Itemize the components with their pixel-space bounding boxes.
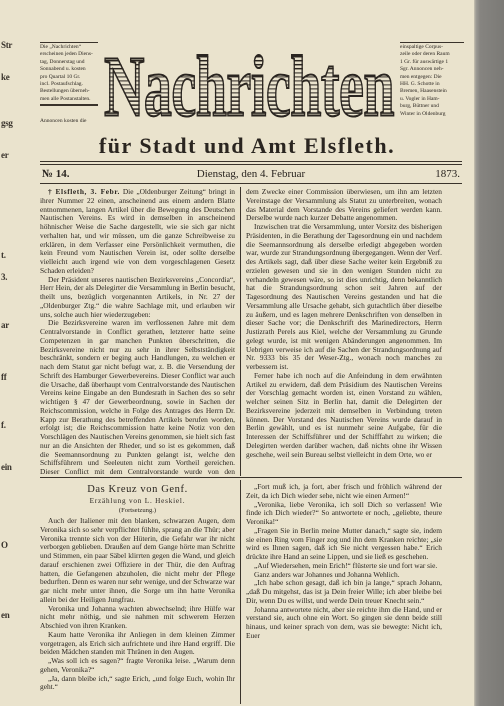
issue-line-rule (40, 183, 462, 184)
news-paragraph (40, 188, 235, 276)
advert-info-line: Winter in Oldenburg (400, 110, 446, 117)
page-edge-shadow (474, 0, 504, 706)
paragraph-text: Die „Oldenburger Zeitung“ bringt in ihrer Nummer 22 einen, anscheinend aus einem andern Blatte entnommenen, langen Artikel über die Bewegung des Deutschen Nautischen Vereins. Es wird in demselben in anscheinend höhnischer Weise die Sache dargestellt, wie sie sich gar nicht verhalten hat, und wir müssen, um die ganze Schreibweise zu erklären, in dem Verfasser eine Persönlichkeit vermuthen, die kein Freund vom Nautischen Verein ist, oder sollte derselbe vielleicht auch irgend wie von dem vorgeschlagenen Gesetz Schaden erleiden? (40, 188, 235, 275)
news-paragraph: Inzwischen trat die Versammlung, unter Vorsitz des bisherigen Präsidenten, in die Berathung der Tagesordnung ein und nachdem die Seemannsordnung als derselbe erledigt abgegeben worden war, wurde zur Strandungsordnung übergegangen. Wenn der Verf. des Artikels sagt, daß über diese Sache weiter kein Ergebniß zu erzielen gewesen und sie in den wenigen Stunden nicht zu verhandeln gewesen wäre, so ist dies unrichtig, denn bekanntlich hat die Strandungsordnung schon seit Jahren auf der Tagesordnung des Nautischen Vereins gestanden und hat die Versammlung alle Ursache gehabt, sich gutachtlich über dieselbe zu äußern, und es lagen mehrere Denkschriften von denselben in dieser Sache vor; die Denkschrift des Marinedirectors, Herrn Justizrath Perels aus Kiel, welche der Versammlung zu Grunde gelegt wurde, ist mit wenigen Abänderungen angenommen. Im Uebrigen verweise ich auf die Sachen der Strandungsordnung auf Nr. 9333 bis 35 der Weser-Ztg., wonach noch manches zu verbessern ist. (246, 222, 442, 371)
issue-line (40, 167, 462, 182)
margin-fragment: f. (1, 420, 6, 430)
story-title: Das Kreuz von Genf. (87, 484, 188, 495)
news-paragraph: Die Bezirksvereine waren im verflossenen Jahre mit dem Centralvorstande in Conflict gerathen, letzterer hatte seine Competenzen in gar manchen Punkten überschritten, die Bezirksvereine nicht nur zu sehr in ihrer Selbstständigkeit beschränkt, sondern er beging auch Handlungen, zu welchen er nach dem Statut gar nicht befugt war, z. B. die Versendung der Schrift des Hamburger Gewerbevereins. Dieser Conflict war auch die Ursache, daß überhaupt vom Centralvorstande des Nautischen Vereins keine Eingabe an den Bundesrath in Sachen des so sehr wichtigen § 47 der Gewerbeordnung, sowie in Sachen der Reichscommission, welche in Folge des Antrages des Herrn Dr. Kapp zur Berathung des betreffenden Artikels berufen worden, erfolgt ist; die Reichscommission hatte keine Notiz von den Vorschlägen des Nautischen Vereins genommen, sie hielt sich fast nur an die Ansichten der Rheder, und so ist es gekommen, daß die Seemannsordnung zu Punkten gelangt ist, welche den Schiffsführern und Seeleuten nicht zum Vortheil gereichen. Dieser Conflict mit dem Centralvorstande wurde von den (40, 318, 235, 476)
subscription-info-line: incl. Postaufschlag. (40, 81, 83, 88)
subscription-info-line: Bestellungen überneh- (40, 88, 90, 95)
margin-fragment: ke (1, 72, 10, 82)
advert-info-line: burg, Büttner und (400, 103, 439, 110)
dateline: Elsfleth, 3. Febr. (55, 188, 120, 196)
advert-info-line: 1 Gr. für auswärtige 1 (400, 58, 449, 65)
story-continued-note: (Fortsetzung.) (118, 507, 157, 514)
margin-fragment: ein (1, 462, 12, 472)
section-separator-rule (40, 477, 462, 478)
advert-info-line: HH. G. Schotte in (400, 81, 440, 88)
margin-fragment: t. (1, 250, 6, 260)
advert-price-note: Annoncen kosten die (40, 118, 87, 124)
margin-fragment: O (1, 540, 8, 550)
story-byline: Erzählung von L. Heskiel. (89, 497, 186, 505)
advert-info-box (400, 42, 464, 122)
subscription-info-line: erscheinen jeden Diens- (40, 51, 93, 58)
margin-fragment: 3. (1, 272, 8, 282)
news-paragraph: Ferner habe ich noch auf die Anfeindung in dem erwähnten Artikel zu erwidern, daß dem Präsidium des Nautischen Vereins der Vorschlag gemacht worden ist, einen Vorstand zu wählen, welcher seinen Sitz in Berlin hat, damit die Delegirten der Bezirksvereine jederzeit mit demselben in Verbindung treten können. Der Vorstand des Nautischen Vereins wurde darauf in Berlin gewählt, und es ist nunmehr seine Aufgabe, für die Interessen der Schiffsführer und der Schifffahrt zu wirken; die Delegirten werden darüber wachen, daß nichts ohne ihr Wissen geschehe, weil sein Bureau selbst vielleicht in dem Orte, wo er (246, 370, 442, 459)
margin-fragment: er (1, 150, 9, 160)
adjacent-page-margin (0, 0, 27, 706)
margin-fragment: gsg (1, 118, 13, 128)
feuilleton-column-right (246, 483, 442, 704)
newspaper-title (100, 39, 398, 136)
subscription-info-box (40, 42, 98, 106)
story-paragraph: „Ja, dann bleibe ich,“ sagte Erich, „und folge Euch, wohin Ihr geht.“ (40, 673, 235, 692)
newspaper-title-text: Nachrichten (103, 39, 394, 136)
margin-fragment: ff (1, 372, 7, 382)
subscription-info-line: Die „Nachrichten“ (40, 44, 82, 50)
subscription-info-line: pro Quartal 10 Gr. (40, 73, 81, 80)
news-column-right (246, 188, 442, 476)
news-paragraph: dem Zwecke einer Commission überwiesen, um ihn am letzten Vereinstage der Versammlung als Statut zu unterbreiten, wonach das Material dem Vorstande des Vereins geliefert werden kann. Derselbe wurde nach kurzer Debatte angenommen. (246, 188, 442, 223)
advert-info-line: men entgegen: Die (400, 73, 442, 80)
story-paragraph: Auch der Italiener mit den blanken, schwarzen Augen, dem Veronika sich so sehr verpflichtet fühlte, sprang an die Thür; aber Veronika trennte sich von der Hüterin, die Gefahr war ihr nicht verborgen geblieben. Draußen auf dem Gange hörte man Schritte und Stimmen, ein paar Säbel klirrten gegen die Wand, und gleich darauf erschienen zwei Offiziere in der Thür, die den Auftrag hatten, die Gefangenen abzuholen, die nicht mehr der Pflege bedurften. Denn es waren nur sehr wenige, und der Schwarze war gar nicht mehr unter ihnen, die Sorge um ihn hatte Veronika allein bei der Heiligen Jungfrau. (40, 516, 235, 604)
story-paragraph: „Fort muß ich, ja fort, aber frisch und fröhlich während der Zeit, da ich Dich wieder sehe, nicht wie einen Armen!“ (246, 483, 442, 500)
story-paragraph: „Veronika, liebe Veronika, ich soll Dich so verlassen! Wie finde ich Dich wieder?“ So antwortete er noch, „geliebte, theure Veronika!“ (246, 499, 442, 526)
subscription-info-line: men alle Postanstalten. (40, 95, 91, 102)
margin-fragment: Str (1, 40, 13, 50)
story-paragraph: „Ich habe schon gesagt, daß ich bin ja lange,“ sprach Johann, „daß Du mitgehst, das ist ja Dein freier Wille; ich aber bleibe bei Dir, wenn Du es willst, und werde Dein treuer Knecht sein.“ (246, 578, 442, 605)
story-paragraph: „Was soll ich es sagen?“ fragte Veronika leise. „Warum denn gehen, Veronika?“ (40, 656, 235, 674)
issue-number: № 14. (42, 168, 70, 180)
advert-info-line: Sgr. Annoncen neh- (400, 66, 444, 73)
news-column-left (40, 188, 235, 476)
issue-year: 1873. (435, 168, 460, 180)
masthead-double-rule (40, 161, 462, 165)
advert-info-line: zeile oder deren Raum (400, 51, 450, 58)
news-column-divider (240, 187, 241, 476)
issue-date: Dienstag, den 4. Februar (196, 168, 306, 180)
margin-fragment: en (1, 610, 10, 620)
story-paragraph: Ganz anders war Johannes und Johanna Wehlich. (254, 569, 400, 579)
subscription-info-line: tag, Donnerstag und (40, 58, 85, 65)
story-paragraph: Kaum hatte Veronika ihr Anliegen in dem kleinen Zimmer vorgetragen, als Erich sich aufrichtete und ihre Hand ergriff. Die beiden Mädchen standen mit Thränen in den Augen. (40, 629, 235, 657)
subscription-info-line: Sonnabend u. kosten (40, 66, 86, 73)
story-paragraph: „Fragen Sie in Berlin meine Mutter danach,“ sagte sie, indem sie einen Ring vom Finger zog und ihn dem Kranken reichte; „sie wird es Ihnen sagen, daß ich Sie nicht vergessen habe.“ Erich drückte ihre Hand an seine Lippen, und sie ließ es geschehen. (246, 525, 442, 561)
news-paragraph: Der Präsident unseres nautischen Bezirksvereins „Concordia“, Herr Hein, der als Delegirter die Versammlung in Berlin besucht, theilt uns, bezüglich vorgenannten Artikels, in Nr. 27 der „Oldenburger Ztg.“ die wahre Sachlage mit, und erlauben wir uns, solche auch hier wiederzugeben: (40, 274, 235, 319)
story-column-divider (240, 480, 241, 704)
newspaper-subtitle: für Stadt und Amt Elsfleth. (98, 133, 396, 158)
story-paragraph: Veronika und Johanna wachten abwechselnd; ihre Hülfe war nicht mehr nöthig, und sie nahmen mit schwerem Herzen Abschied von ihren Kranken. (40, 603, 235, 630)
feuilleton-column-left (40, 483, 235, 704)
advert-info-line: Bremen, Haasenstein (400, 88, 447, 95)
story-paragraph: „Auf Wiedersehen, mein Erich!“ flüsterte sie und fort war sie. (254, 560, 438, 570)
margin-fragment: ar (1, 320, 9, 330)
advert-info-line: u. Vogler in Ham- (400, 95, 440, 102)
advert-info-line: einspaltige Corpus- (400, 44, 443, 50)
dagger-mark: † (48, 188, 53, 196)
story-paragraph: Johanna antwortete nicht, aber sie reichte ihm die Hand, und er verstand sie, auch ohne ein Wort. So gingen sie denn beide still hinaus, und keiner sprach von dem, was sie bewegte: Nicht ich, Euer (246, 604, 442, 640)
